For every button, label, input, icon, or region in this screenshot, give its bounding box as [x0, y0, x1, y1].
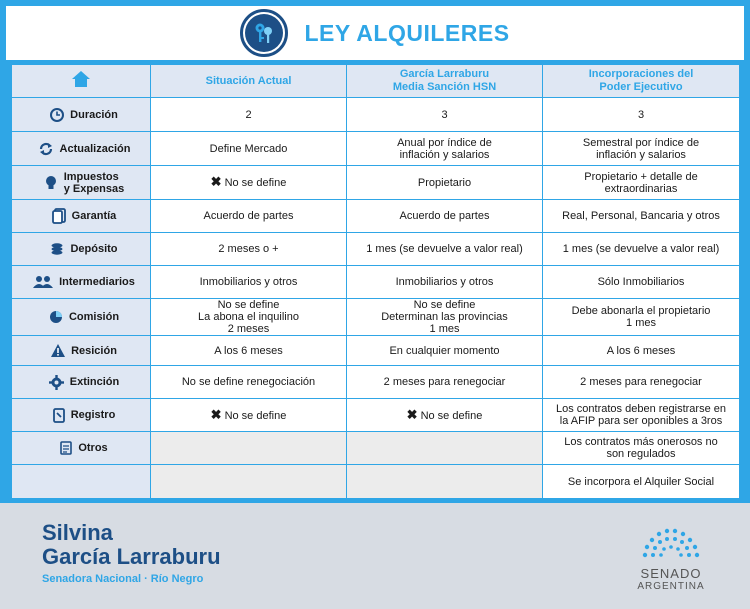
- row-label-deposito: Depósito: [12, 233, 151, 266]
- cell: 2: [151, 98, 347, 132]
- table-row: [12, 200, 740, 233]
- cell: Define Mercado: [151, 132, 347, 166]
- cell: A los 6 meses: [151, 336, 347, 366]
- senator-name-first: Silvina: [42, 520, 113, 545]
- row-label-impuestos: Impuestos y Expensas: [12, 166, 151, 200]
- empty-cell: [347, 432, 543, 465]
- senado-logo: [626, 525, 716, 592]
- cell: 2 meses para renegociar: [347, 366, 543, 399]
- cell: Acuerdo de partes: [151, 200, 347, 233]
- row-label-extincion: Extinción: [12, 366, 151, 399]
- cell: No se define La abona el inquilino 2 meses: [151, 299, 347, 336]
- cell: 1 mes (se devuelve a valor real): [347, 233, 543, 266]
- row-label-actualizacion: Actualización: [12, 132, 151, 166]
- table-row: [12, 299, 740, 336]
- cell: Los contratos deben registrarse en la AFIP para ser oponibles a 3ros: [543, 399, 740, 432]
- cell: En cualquier momento: [347, 336, 543, 366]
- row-label-garantia: Garantía: [12, 200, 151, 233]
- table-row: [12, 366, 740, 399]
- document-icon: [52, 208, 66, 224]
- comparison-table: [11, 64, 740, 499]
- cell: ✖ No se define: [347, 399, 543, 432]
- column-header-ejecutivo: Incorporaciones del Poder Ejecutivo: [543, 65, 740, 98]
- clock-icon: [50, 108, 64, 122]
- x-mark-icon: ✖: [210, 406, 222, 422]
- cell: 3: [543, 98, 740, 132]
- row-label-resicion: Resición: [12, 336, 151, 366]
- cell: Se incorpora el Alquiler Social: [543, 465, 740, 499]
- row-label-otros: Otros: [12, 432, 151, 465]
- coins-icon: [50, 242, 64, 256]
- cell: Anual por índice de inflación y salarios: [347, 132, 543, 166]
- row-label-duracion: Duración: [12, 98, 151, 132]
- table-row: [12, 399, 740, 432]
- keys-logo: [240, 9, 288, 57]
- cell: Inmobiliarios y otros: [347, 266, 543, 299]
- users-icon: [33, 275, 53, 289]
- cell: 3: [347, 98, 543, 132]
- registry-icon: [53, 408, 65, 423]
- keys-icon: [251, 20, 277, 46]
- senator-name-last: García Larraburu: [42, 544, 221, 569]
- cell: ✖ No se define: [151, 166, 347, 200]
- table-row: [12, 132, 740, 166]
- page-title: LEY ALQUILERES: [304, 19, 510, 46]
- gear-icon: [49, 375, 64, 390]
- empty-cell: [151, 465, 347, 499]
- empty-cell: [151, 432, 347, 465]
- senate-dome-icon: [639, 525, 703, 559]
- cell: Inmobiliarios y otros: [151, 266, 347, 299]
- table-row: [12, 233, 740, 266]
- note-icon: [60, 441, 72, 455]
- home-icon: [71, 69, 91, 89]
- footer: [0, 503, 750, 609]
- lightbulb-icon: [44, 174, 58, 192]
- cell: Propietario: [347, 166, 543, 200]
- argentina-label: ARGENTINA: [637, 581, 705, 592]
- refresh-icon: [38, 141, 54, 157]
- pie-icon: [49, 310, 63, 324]
- cell: Real, Personal, Bancaria y otros: [543, 200, 740, 233]
- header: [6, 6, 744, 60]
- table-row: [12, 336, 740, 366]
- column-header-situacion: Situación Actual: [151, 65, 347, 98]
- home-header-cell: [12, 65, 151, 98]
- cell: Los contratos más onerosos no son regulados: [543, 432, 740, 465]
- cell: Debe abonarla el propietario 1 mes: [543, 299, 740, 336]
- cell: Propietario + detalle de extraordinarias: [543, 166, 740, 200]
- table-row: [12, 266, 740, 299]
- cell: Semestral por índice de inflación y salarios: [543, 132, 740, 166]
- row-label-comision: Comisión: [12, 299, 151, 336]
- row-label-intermediarios: Intermediarios: [12, 266, 151, 299]
- cell: 1 mes (se devuelve a valor real): [543, 233, 740, 266]
- cell: No se define renegociación: [151, 366, 347, 399]
- empty-cell: [347, 465, 543, 499]
- warning-icon: [51, 344, 65, 357]
- cell: No se define Determinan las provincias 1 mes: [347, 299, 543, 336]
- table-header-row: [12, 65, 740, 98]
- table-row: [12, 98, 740, 132]
- senado-label: SENADO: [640, 566, 702, 581]
- cell: Acuerdo de partes: [347, 200, 543, 233]
- cell: Sólo Inmobiliarios: [543, 266, 740, 299]
- table-row: [12, 166, 740, 200]
- table-row: [12, 432, 740, 465]
- row-label-registro: Registro: [12, 399, 151, 432]
- cell: ✖ No se define: [151, 399, 347, 432]
- cell: 2 meses o +: [151, 233, 347, 266]
- column-header-larraburu: García Larraburu Media Sanción HSN: [347, 65, 543, 98]
- x-mark-icon: ✖: [406, 406, 418, 422]
- table-row: [12, 465, 740, 499]
- senator-subtitle: Senadora Nacional · Río Negro: [42, 573, 204, 585]
- empty-label-cell: [12, 465, 151, 499]
- cell: 2 meses para renegociar: [543, 366, 740, 399]
- cell: A los 6 meses: [543, 336, 740, 366]
- x-mark-icon: ✖: [210, 174, 222, 189]
